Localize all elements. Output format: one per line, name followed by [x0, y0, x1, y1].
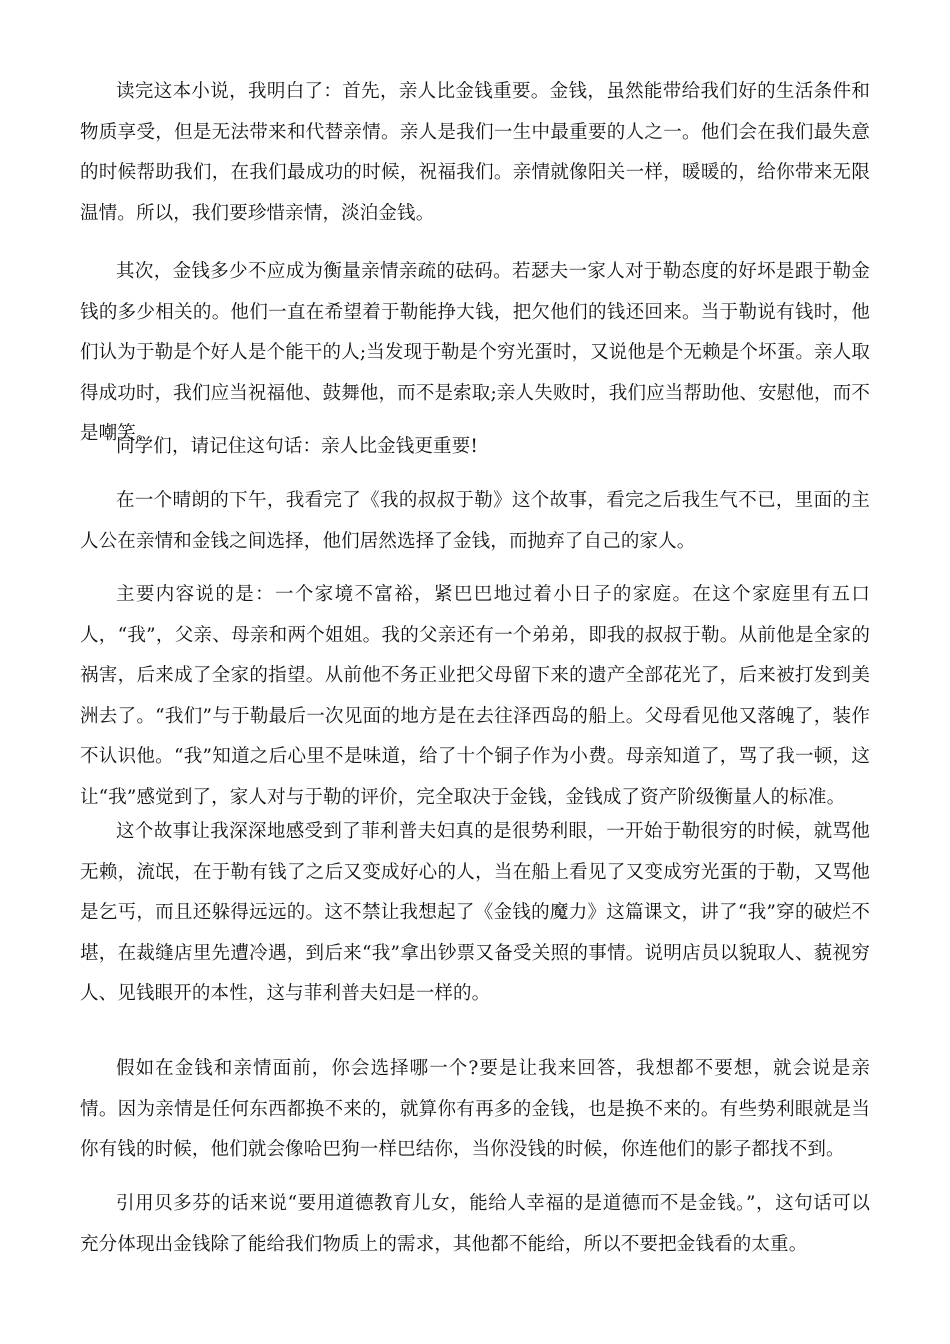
paragraph-5: 主要内容说的是：一个家境不富裕，紧巴巴地过着小日子的家庭。在这个家庭里有五口人，“我”，父亲、母亲和两个姐姐。我的父亲还有一个弟弟，即我的叔叔于勒。从前他是全家的祸害，后来成了全家的指望。从前他不务正业把父母留下来的遗产全部花光了，后来被打发到美洲去了。“我们”与于勒最后一次见面的地方是在去往泽西岛的船上。父母看见他又落魄了，装作不认识他。“我”知道之后心里不是味道，给了十个铜子作为小费。母亲知道了，骂了我一顿，这让“我”感觉到了，家人对与于勒的评价，完全取决于金钱，金钱成了资产阶级衡量人的标准。	[80, 584, 870, 808]
paragraph-1: 读完这本小说，我明白了：首先，亲人比金钱重要。金钱，虽然能带给我们好的生活条件和物质享受，但是无法带来和代替亲情。亲人是我们一生中最重要的人之一。他们会在我们最失意的时候帮助我们，在我们最成功的时候，祝福我们。亲情就像阳关一样，暖暖的，给你带来无限温情。所以，我们要珍惜亲情，淡泊金钱。	[80, 81, 870, 224]
paragraph-6: 这个故事让我深深地感受到了菲利普夫妇真的是很势利眼，一开始于勒很穷的时候，就骂他无赖，流氓，在于勒有钱了之后又变成好心的人，当在船上看见了又变成穷光蛋的于勒，又骂他是乞丐，而且还躲得远远的。这不禁让我想起了《金钱的魔力》这篇课文，讲了“我”穿的破烂不堪，在裁缝店里先遭冷遇，到后来“我”拿出钞票又备受关照的事情。说明店员以貌取人、藐视穷人、见钱眼开的本性，这与菲利普夫妇是一样的。	[80, 821, 870, 1004]
paragraph-7: 假如在金钱和亲情面前，你会选择哪一个?要是让我来回答，我想都不要想，就会说是亲情。因为亲情是任何东西都换不来的，就算你有再多的金钱，也是换不来的。有些势利眼就是当你有钱的时候，他们就会像哈巴狗一样巴结你，当你没钱的时候，你连他们的影子都找不到。	[80, 1058, 870, 1160]
paragraph-4: 在一个晴朗的下午，我看完了《我的叔叔于勒》这个故事，看完之后我生气不已，里面的主人公在亲情和金钱之间选择，他们居然选择了金钱，而抛弃了自己的家人。	[80, 490, 870, 552]
paragraph-8: 引用贝多芬的话来说“要用道德教育儿女，能给人幸福的是道德而不是金钱。”，这句话可以充分体现出金钱除了能给我们物质上的需求，其他都不能给，所以不要把金钱看的太重。	[80, 1193, 870, 1255]
paragraph-3: 同学们，请记住这句话：亲人比金钱更重要!	[116, 436, 478, 457]
paragraph-2: 其次，金钱多少不应成为衡量亲情亲疏的砝码。若瑟夫一家人对于勒态度的好坏是跟于勒金钱的多少相关的。他们一直在希望着于勒能挣大钱，把欠他们的钱还回来。当于勒说有钱时，他们认为于勒是个好人是个能干的人;当发现于勒是个穷光蛋时，又说他是个无赖是个坏蛋。亲人取得成功时，我们应当祝福他、鼓舞他，而不是索取;亲人失败时，我们应当帮助他、安慰他，而不是嘲笑。	[80, 261, 870, 444]
